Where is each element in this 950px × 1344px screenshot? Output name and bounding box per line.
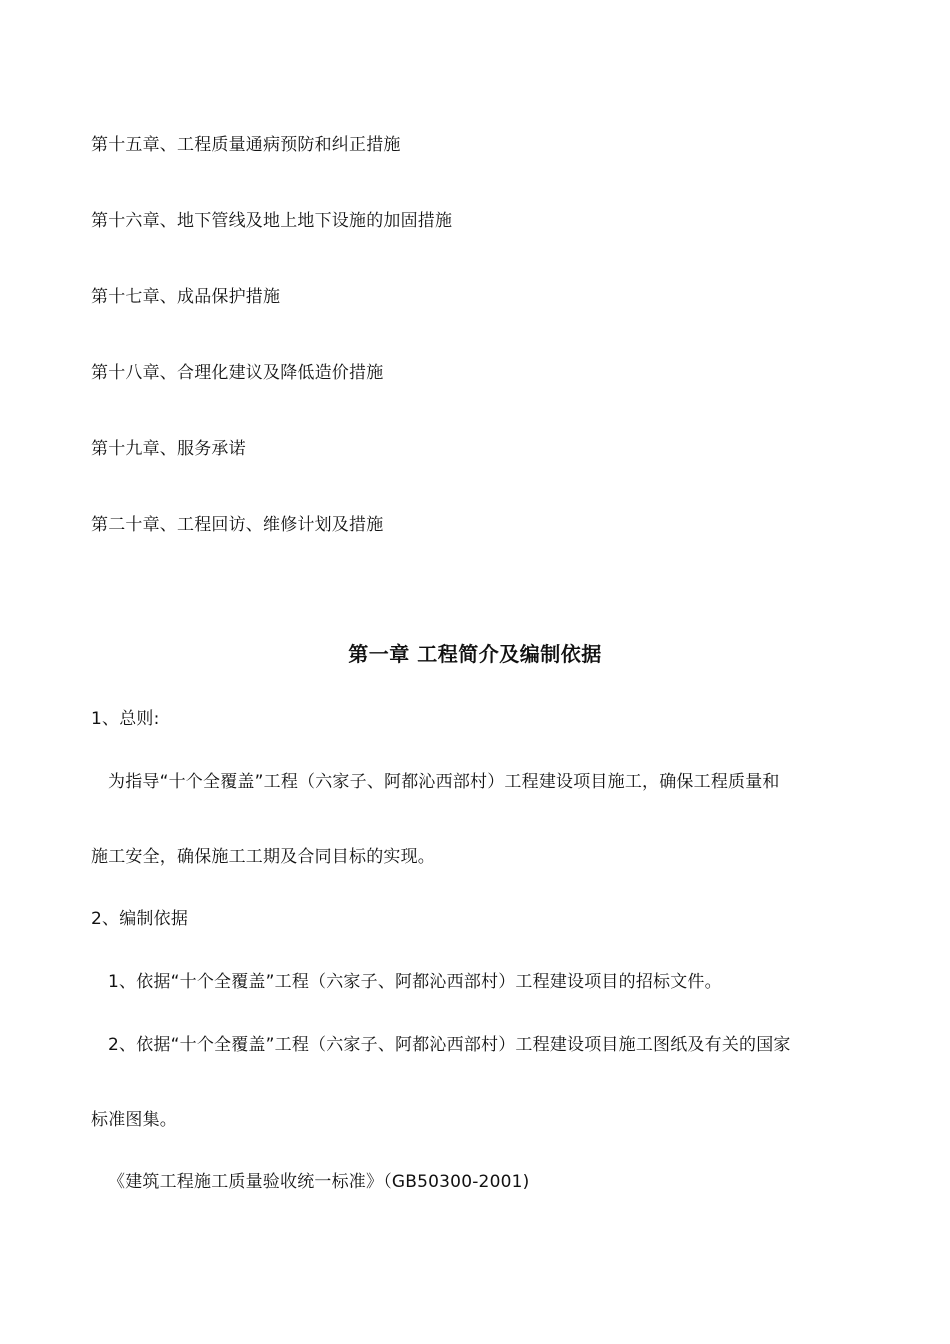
section-heading-basis: 2、编制依据 <box>91 909 189 929</box>
toc-item-15: 第十五章、工程质量通病预防和纠正措施 <box>91 135 401 155</box>
toc-item-17: 第十七章、成品保护措施 <box>91 287 281 307</box>
toc-item-18: 第十八章、合理化建议及降低造价措施 <box>91 363 384 383</box>
basis-item-1: 1、依据“十个全覆盖”工程（六家子、阿都沁西部村）工程建设项目的招标文件。 <box>108 972 722 992</box>
general-paragraph-line-1: 为指导“十个全覆盖”工程（六家子、阿都沁西部村）工程建设项目施工，确保工程质量和 <box>108 772 780 792</box>
chapter-title: 第一章 工程简介及编制依据 <box>348 642 602 666</box>
toc-item-16: 第十六章、地下管线及地上地下设施的加固措施 <box>91 211 453 231</box>
toc-item-19: 第十九章、服务承诺 <box>91 439 246 459</box>
standard-reference: 《建筑工程施工质量验收统一标准》（GB50300-2001) <box>108 1172 530 1192</box>
basis-item-2-line-2: 标准图集。 <box>91 1110 177 1130</box>
general-paragraph-line-2: 施工安全，确保施工工期及合同目标的实现。 <box>91 847 435 867</box>
basis-item-2-line-1: 2、依据“十个全覆盖”工程（六家子、阿都沁西部村）工程建设项目施工图纸及有关的国家 <box>108 1035 791 1055</box>
toc-item-20: 第二十章、工程回访、维修计划及措施 <box>91 515 384 535</box>
section-heading-general: 1、总则: <box>91 709 160 729</box>
